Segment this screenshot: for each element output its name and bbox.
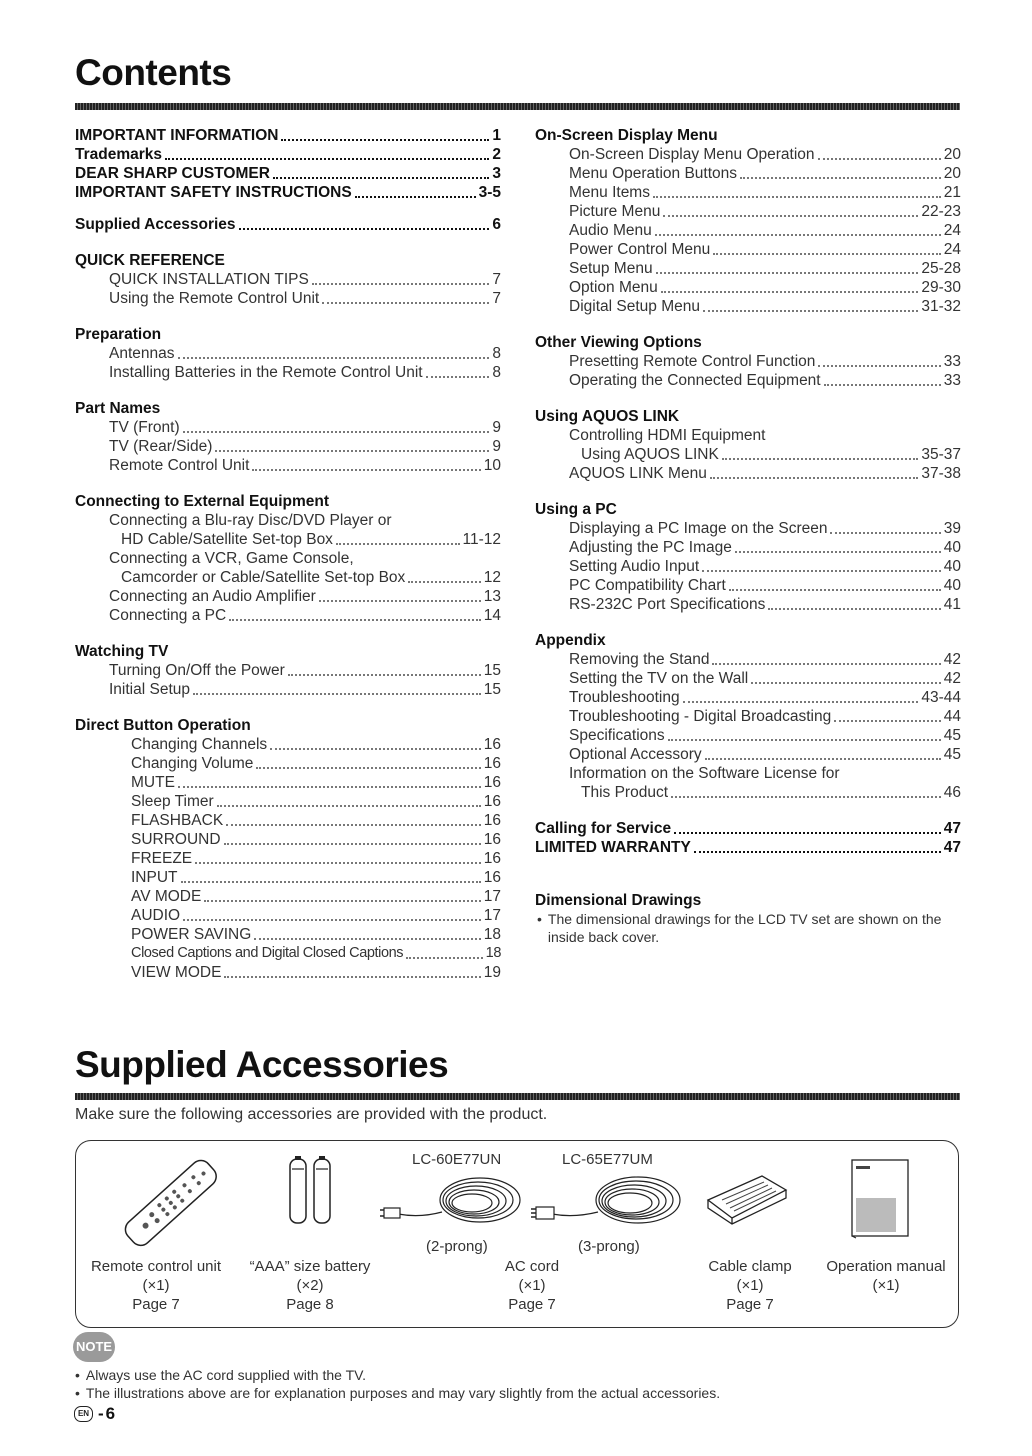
toc-entry[interactable]: Sleep Timer 16	[131, 793, 501, 810]
toc-entry[interactable]: FLASHBACK 16	[131, 812, 501, 829]
toc-line: Connecting a Blu-ray Disc/DVD Player or	[109, 512, 392, 529]
toc-entry[interactable]: INPUT 16	[131, 869, 501, 886]
toc-entry[interactable]: AUDIO 17	[131, 907, 501, 924]
toc-entry[interactable]: IMPORTANT SAFETY INSTRUCTIONS 3-5	[75, 184, 501, 201]
remote-control-illustration	[110, 1150, 230, 1260]
toc-entry[interactable]: Removing the Stand 42	[569, 651, 961, 668]
section-heading-appendix: Appendix	[535, 632, 606, 649]
accessory-ac-cord: AC cord (×1) Page 7	[504, 1258, 560, 1313]
toc-entry[interactable]: Setting Audio Input 40	[569, 558, 961, 575]
toc-entry[interactable]: Setup Menu 25-28	[569, 260, 961, 277]
section-heading-preparation: Preparation	[75, 326, 162, 343]
section-heading-watching-tv: Watching TV	[75, 643, 169, 660]
contents-rule	[75, 103, 960, 110]
toc-entry[interactable]: Menu Items 21	[569, 184, 961, 201]
toc-entry[interactable]: SURROUND 16	[131, 831, 501, 848]
toc-entry[interactable]: Troubleshooting 43-44	[569, 689, 961, 706]
toc-entry[interactable]: MUTE 16	[131, 774, 501, 791]
toc-entry[interactable]: Connecting an Audio Amplifier 13	[109, 588, 501, 605]
operation-manual-illustration	[850, 1158, 912, 1240]
toc-entry[interactable]: Presetting Remote Control Function 33	[569, 353, 961, 370]
section-heading-direct-button: Direct Button Operation	[75, 717, 251, 734]
toc-entry-supplied-accessories[interactable]: Supplied Accessories 6	[75, 216, 501, 233]
page-number: EN - 6	[74, 1404, 115, 1424]
toc-entry[interactable]: AV MODE 17	[131, 888, 501, 905]
toc-entry[interactable]: Trademarks 2	[75, 146, 501, 163]
contents-title: Contents	[75, 52, 232, 93]
accessories-rule	[75, 1093, 960, 1100]
accessories-title: Supplied Accessories	[75, 1044, 449, 1085]
toc-entry[interactable]: Digital Setup Menu 31-32	[569, 298, 961, 315]
toc-entry[interactable]: Closed Captions and Digital Closed Captions 18	[131, 945, 501, 961]
toc-entry[interactable]: Option Menu 29-30	[569, 279, 961, 296]
accessory-operation-manual: Operation manual (×1)	[826, 1258, 946, 1294]
toc-entry[interactable]: VIEW MODE 19	[131, 964, 501, 981]
language-icon: EN	[74, 1406, 93, 1422]
toc-entry[interactable]: Power Control Menu 24	[569, 241, 961, 258]
prong-label: (2-prong)	[426, 1238, 488, 1255]
toc-entry[interactable]: FREEZE 16	[131, 850, 501, 867]
toc-entry[interactable]: IMPORTANT INFORMATION 1	[75, 127, 501, 144]
model-label: LC-60E77UN	[412, 1151, 502, 1168]
toc-entry[interactable]: On-Screen Display Menu Operation 20	[569, 146, 961, 163]
toc-entry[interactable]: Specifications 45	[569, 727, 961, 744]
note-bullet: • The illustrations above are for explanation purposes and may vary slightly from the actual accessories.	[75, 1385, 721, 1401]
toc-line: Controlling HDMI Equipment	[569, 427, 766, 444]
toc-entry-calling-for-service[interactable]: Calling for Service 47	[535, 820, 961, 837]
toc-entry[interactable]: Operating the Connected Equipment 33	[569, 372, 961, 389]
toc-entry[interactable]: Changing Channels 16	[131, 736, 501, 753]
toc-entry[interactable]: Using AQUOS LINK 35-37	[581, 446, 961, 463]
section-heading-part-names: Part Names	[75, 400, 161, 417]
accessory-remote: Remote control unit (×1) Page 7	[90, 1258, 222, 1313]
toc-entry[interactable]: Antennas 8	[109, 345, 501, 362]
toc-entry[interactable]: Troubleshooting - Digital Broadcasting 44	[569, 708, 961, 725]
toc-right-column	[535, 126, 961, 946]
note-bullet: • Always use the AC cord supplied with the TV.	[75, 1367, 367, 1383]
note-badge: NOTE	[73, 1332, 115, 1362]
toc-entry[interactable]: RS-232C Port Specifications 41	[569, 596, 961, 613]
section-heading-osd: On-Screen Display Menu	[535, 127, 718, 144]
toc-entry[interactable]: PC Compatibility Chart 40	[569, 577, 961, 594]
toc-entry[interactable]: Menu Operation Buttons 20	[569, 165, 961, 182]
toc-line: Connecting a VCR, Game Console,	[109, 550, 354, 567]
toc-entry[interactable]: Optional Accessory 45	[569, 746, 961, 763]
toc-entry[interactable]: TV (Rear/Side) 9	[109, 438, 501, 455]
section-heading-quick-reference: QUICK REFERENCE	[75, 252, 225, 269]
model-label: LC-65E77UM	[562, 1151, 653, 1168]
toc-entry[interactable]: POWER SAVING 18	[131, 926, 501, 943]
accessory-cable-clamp: Cable clamp (×1) Page 7	[708, 1258, 792, 1313]
toc-entry[interactable]: Initial Setup 15	[109, 681, 501, 698]
toc-line: Information on the Software License for	[569, 765, 840, 782]
toc-entry[interactable]: This Product 46	[581, 784, 961, 801]
cable-clamp-illustration	[702, 1170, 792, 1226]
toc-entry[interactable]: Using the Remote Control Unit 7	[109, 290, 501, 307]
toc-entry[interactable]: Installing Batteries in the Remote Control Unit 8	[109, 364, 501, 381]
toc-entry[interactable]: Displaying a PC Image on the Screen 39	[569, 520, 961, 537]
toc-entry[interactable]: Adjusting the PC Image 40	[569, 539, 961, 556]
toc-entry[interactable]: DEAR SHARP CUSTOMER 3	[75, 165, 501, 182]
toc-entry[interactable]: TV (Front) 9	[109, 419, 501, 436]
toc-entry[interactable]: Audio Menu 24	[569, 222, 961, 239]
toc-entry[interactable]: Changing Volume 16	[131, 755, 501, 772]
prong-label: (3-prong)	[578, 1238, 640, 1255]
battery-illustration	[286, 1155, 336, 1227]
ac-cord-2prong-illustration	[380, 1170, 530, 1236]
toc-entry[interactable]: HD Cable/Satellite Set-top Box 11-12	[121, 531, 501, 548]
toc-entry[interactable]: Setting the TV on the Wall 42	[569, 670, 961, 687]
dimensional-bullet: • The dimensional drawings for the LCD TV set are shown on the inside back cover.	[537, 911, 942, 945]
section-heading-other-viewing: Other Viewing Options	[535, 334, 702, 351]
section-heading-aquos-link: Using AQUOS LINK	[535, 408, 680, 425]
accessories-intro: Make sure the following accessories are provided with the product.	[75, 1106, 548, 1123]
toc-entry[interactable]: Turning On/Off the Power 15	[109, 662, 501, 679]
toc-entry[interactable]: Remote Control Unit 10	[109, 457, 501, 474]
toc-entry[interactable]: AQUOS LINK Menu 37-38	[569, 465, 961, 482]
toc-entry[interactable]: Camcorder or Cable/Satellite Set-top Box 12	[121, 569, 501, 586]
toc-entry-limited-warranty[interactable]: LIMITED WARRANTY 47	[535, 839, 961, 856]
section-heading-using-pc: Using a PC	[535, 501, 617, 518]
accessory-battery: “AAA” size battery (×2) Page 8	[249, 1258, 371, 1313]
toc-left-column	[75, 126, 501, 982]
toc-entry[interactable]: Picture Menu 22-23	[569, 203, 961, 220]
section-heading-connecting: Connecting to External Equipment	[75, 493, 330, 510]
notes	[75, 1366, 965, 1402]
toc-entry[interactable]: QUICK INSTALLATION TIPS 7	[109, 271, 501, 288]
section-heading-dimensional-drawings: Dimensional Drawings	[535, 892, 702, 909]
toc-entry[interactable]: Connecting a PC 14	[109, 607, 501, 624]
ac-cord-3prong-illustration	[530, 1170, 690, 1236]
